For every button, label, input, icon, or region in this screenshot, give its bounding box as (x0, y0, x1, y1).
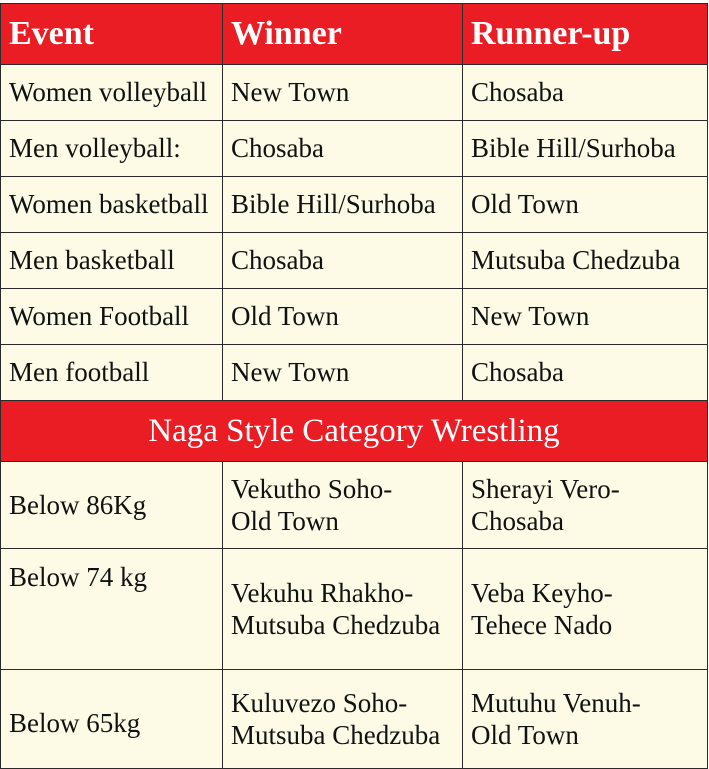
winner-cell: Chosaba (223, 121, 463, 177)
wrestling-row (1, 462, 708, 549)
winner-cell (223, 549, 463, 670)
winner-team: Mutsuba Chedzuba (231, 610, 441, 640)
table-row (1, 65, 708, 121)
table-row (1, 345, 708, 401)
winner-team: Mutsuba Chedzuba (231, 720, 441, 750)
winner-cell: Old Town (223, 289, 463, 345)
event-cell: Below 86Kg (1, 462, 223, 549)
winner-cell (223, 670, 463, 769)
event-cell: Men football (1, 345, 223, 401)
header-runner-up: Runner-up (463, 4, 708, 65)
wrestling-row (1, 549, 708, 670)
winner-name: Vekuhu Rhakho- (231, 578, 414, 608)
winner-cell (223, 462, 463, 549)
runner-up-cell: Old Town (463, 177, 708, 233)
runner-up-cell (463, 670, 708, 769)
runner-up-cell (463, 549, 708, 670)
header-winner: Winner (223, 4, 463, 65)
runner-up-cell: New Town (463, 289, 708, 345)
runner-up-name: Sherayi Vero- (471, 474, 620, 504)
table-row (1, 121, 708, 177)
section-title: Naga Style Category Wrestling (1, 401, 708, 462)
table-row (1, 177, 708, 233)
runner-up-cell (463, 462, 708, 549)
winner-cell: Bible Hill/Surhoba (223, 177, 463, 233)
results-table (0, 3, 708, 769)
event-cell: Below 74 kg (1, 549, 223, 670)
winner-cell: New Town (223, 345, 463, 401)
table-row (1, 233, 708, 289)
runner-up-cell: Chosaba (463, 65, 708, 121)
event-cell: Women volleyball (1, 65, 223, 121)
runner-up-cell: Mutsuba Chedzuba (463, 233, 708, 289)
event-cell: Women Football (1, 289, 223, 345)
winner-team: Old Town (231, 506, 339, 536)
event-cell: Men volleyball: (1, 121, 223, 177)
winner-cell: Chosaba (223, 233, 463, 289)
event-cell: Below 65kg (1, 670, 223, 769)
wrestling-row (1, 670, 708, 769)
runner-up-team: Tehece Nado (471, 610, 613, 640)
runner-up-cell: Bible Hill/Surhoba (463, 121, 708, 177)
winner-name: Vekutho Soho- (231, 474, 393, 504)
winner-name: Kuluvezo Soho- (231, 688, 408, 718)
runner-up-team: Chosaba (471, 506, 564, 536)
winner-cell: New Town (223, 65, 463, 121)
runner-up-cell: Chosaba (463, 345, 708, 401)
table-header-row (1, 4, 708, 65)
event-cell: Men basketball (1, 233, 223, 289)
event-cell: Women basketball (1, 177, 223, 233)
section-header-row (1, 401, 708, 462)
table-row (1, 289, 708, 345)
header-event: Event (1, 4, 223, 65)
runner-up-team: Old Town (471, 720, 579, 750)
runner-up-name: Veba Keyho- (471, 578, 613, 608)
runner-up-name: Mutuhu Venuh- (471, 688, 641, 718)
